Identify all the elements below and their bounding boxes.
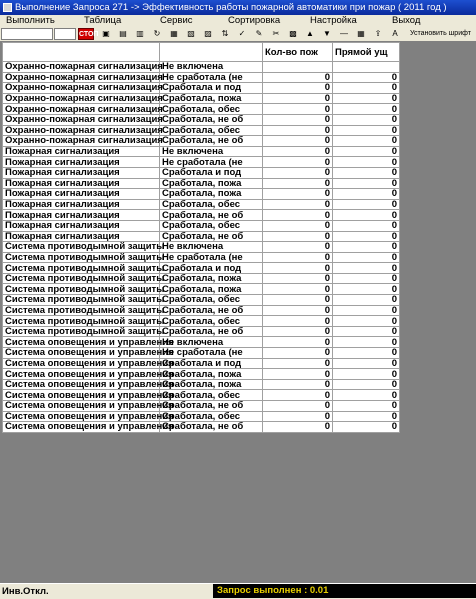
cell-direct-damage[interactable]: 0 — [333, 210, 400, 221]
table-row[interactable] — [3, 252, 400, 263]
cell-category[interactable]: Пожарная сигнализация — [3, 157, 160, 168]
status-message: Запрос выполнен : 0.01 — [213, 584, 476, 598]
cell-status[interactable]: Сработала и под — [160, 358, 263, 369]
cell-direct-damage[interactable]: 0 — [333, 379, 400, 390]
sort-icon[interactable]: ⇅ — [221, 29, 229, 38]
cell-fire-count[interactable]: 0 — [263, 178, 333, 189]
cell-status[interactable]: Не сработала (не — [160, 252, 263, 263]
cell-status[interactable]: Сработала, пожа — [160, 178, 263, 189]
cell-status[interactable]: Сработала, обес — [160, 390, 263, 401]
cell-fire-count[interactable]: 0 — [263, 136, 333, 147]
header-status[interactable] — [160, 43, 263, 62]
cell-fire-count[interactable]: 0 — [263, 337, 333, 348]
install-font-button[interactable]: Установить шрифт — [410, 30, 471, 37]
table-row[interactable] — [3, 242, 400, 253]
cell-category[interactable]: Охранно-пожарная сигнализация — [3, 104, 160, 115]
cell-category[interactable]: Система оповещения и управления — [3, 369, 160, 380]
export-icon[interactable]: ⇪ — [374, 29, 382, 38]
cell-status[interactable]: Не включена — [160, 62, 263, 73]
toolbar-input[interactable] — [1, 28, 53, 40]
table-row[interactable] — [3, 390, 400, 401]
cell-direct-damage[interactable]: 0 — [333, 72, 400, 83]
cell-direct-damage[interactable]: 0 — [333, 411, 400, 422]
cell-direct-damage[interactable]: 0 — [333, 401, 400, 412]
cell-category[interactable]: Пожарная сигнализация — [3, 189, 160, 200]
menu-sort[interactable]: Сортировка — [228, 15, 281, 26]
cell-category[interactable]: Пожарная сигнализация — [3, 210, 160, 221]
cell-status[interactable]: Сработала, обес — [160, 220, 263, 231]
header-fire-count[interactable]: Кол-во пож — [263, 43, 333, 62]
cell-status[interactable]: Сработала, пожа — [160, 189, 263, 200]
cell-direct-damage[interactable]: 0 — [333, 231, 400, 242]
table-row[interactable] — [3, 199, 400, 210]
menu-bar — [0, 15, 476, 27]
cell-status[interactable]: Сработала, не об — [160, 114, 263, 125]
cell-fire-count[interactable]: 0 — [263, 242, 333, 253]
cell-fire-count[interactable]: 0 — [263, 104, 333, 115]
cell-category[interactable]: Охранно-пожарная сигнализация — [3, 62, 160, 73]
cell-status[interactable]: Сработала, не об — [160, 326, 263, 337]
cell-fire-count[interactable]: 0 — [263, 114, 333, 125]
table-row[interactable] — [3, 136, 400, 147]
columns-icon[interactable]: ▧ — [187, 29, 195, 38]
table-row[interactable] — [3, 146, 400, 157]
cell-fire-count[interactable]: 0 — [263, 189, 333, 200]
edit-icon[interactable]: ✎ — [255, 29, 263, 38]
cell-status[interactable]: Сработала, пожа — [160, 369, 263, 380]
table-row[interactable] — [3, 326, 400, 337]
table-row[interactable] — [3, 125, 400, 136]
cell-fire-count[interactable]: 0 — [263, 390, 333, 401]
cell-fire-count[interactable]: 0 — [263, 305, 333, 316]
cell-direct-damage[interactable]: 0 — [333, 326, 400, 337]
table-row[interactable] — [3, 157, 400, 168]
cell-status[interactable]: Сработала, обес — [160, 125, 263, 136]
cell-fire-count[interactable]: 0 — [263, 263, 333, 274]
table-row[interactable] — [3, 379, 400, 390]
status-bar — [0, 583, 476, 597]
cell-direct-damage[interactable]: 0 — [333, 146, 400, 157]
cell-fire-count[interactable]: 0 — [263, 369, 333, 380]
table-row[interactable] — [3, 263, 400, 274]
cell-fire-count[interactable]: 0 — [263, 83, 333, 94]
cell-fire-count[interactable]: 0 — [263, 379, 333, 390]
down-icon[interactable]: ▼ — [323, 29, 331, 38]
table-row[interactable] — [3, 62, 400, 73]
cell-direct-damage[interactable]: 0 — [333, 199, 400, 210]
menu-run[interactable]: Выполнить — [6, 15, 55, 26]
cell-fire-count[interactable]: 0 — [263, 157, 333, 168]
table-row[interactable] — [3, 83, 400, 94]
cell-fire-count[interactable]: 0 — [263, 93, 333, 104]
cell-fire-count[interactable]: 0 — [263, 252, 333, 263]
toolbar — [0, 27, 476, 41]
cell-category[interactable]: Система оповещения и управления — [3, 337, 160, 348]
cell-direct-damage[interactable]: 0 — [333, 252, 400, 263]
cell-direct-damage[interactable]: 0 — [333, 114, 400, 125]
cell-direct-damage[interactable]: 0 — [333, 316, 400, 327]
grid-icon[interactable]: ▦ — [170, 29, 178, 38]
cell-fire-count[interactable]: 0 — [263, 295, 333, 306]
menu-exit[interactable]: Выход — [392, 15, 421, 26]
cell-fire-count[interactable]: 0 — [263, 316, 333, 327]
cell-category[interactable]: Система оповещения и управления — [3, 411, 160, 422]
results-area — [0, 41, 476, 583]
table-row[interactable] — [3, 189, 400, 200]
stop-button[interactable]: СТОП — [78, 28, 94, 40]
cell-status[interactable]: Сработала и под — [160, 83, 263, 94]
refresh-icon[interactable]: ↻ — [153, 29, 161, 38]
table-row[interactable] — [3, 220, 400, 231]
table-row[interactable] — [3, 369, 400, 380]
cell-fire-count[interactable]: 0 — [263, 422, 333, 433]
cell-direct-damage[interactable]: 0 — [333, 83, 400, 94]
cell-status[interactable]: Сработала, пожа — [160, 284, 263, 295]
cell-fire-count[interactable]: 0 — [263, 411, 333, 422]
cell-fire-count[interactable]: 0 — [263, 326, 333, 337]
cell-direct-damage[interactable]: 0 — [333, 358, 400, 369]
app-icon — [3, 3, 12, 12]
print-icon[interactable]: ▥ — [136, 29, 144, 38]
table-row[interactable] — [3, 348, 400, 359]
cell-direct-damage[interactable]: 0 — [333, 348, 400, 359]
table-row[interactable] — [3, 411, 400, 422]
table-row[interactable] — [3, 167, 400, 178]
open-icon[interactable]: ▣ — [102, 29, 110, 38]
cell-category[interactable]: Система оповещения и управления — [3, 358, 160, 369]
cell-direct-damage[interactable]: 0 — [333, 104, 400, 115]
table-row[interactable] — [3, 422, 400, 433]
title-bar — [0, 0, 476, 15]
cell-status[interactable]: Сработала, не об — [160, 210, 263, 221]
status-left: Инв.Откл. — [2, 586, 49, 597]
cell-status[interactable]: Сработала, пожа — [160, 93, 263, 104]
line-icon[interactable]: — — [340, 29, 348, 38]
cell-status[interactable]: Сработала, пожа — [160, 379, 263, 390]
font-icon[interactable]: A — [392, 29, 398, 38]
cell-category[interactable]: Пожарная сигнализация — [3, 220, 160, 231]
cell-direct-damage[interactable]: 0 — [333, 167, 400, 178]
cell-category[interactable]: Система противодымной защиты — [3, 284, 160, 295]
filter-icon[interactable]: ✓ — [238, 29, 246, 38]
cell-fire-count[interactable]: 0 — [263, 125, 333, 136]
cell-status[interactable]: Сработала и под — [160, 263, 263, 274]
cell-category[interactable]: Система противодымной защиты — [3, 252, 160, 263]
cell-fire-count[interactable]: 0 — [263, 220, 333, 231]
cell-status[interactable]: Сработала, обес — [160, 104, 263, 115]
menu-settings[interactable]: Настройка — [310, 15, 357, 26]
cell-direct-damage[interactable]: 0 — [333, 390, 400, 401]
cell-status[interactable]: Не сработала (не — [160, 157, 263, 168]
results-table — [2, 42, 400, 433]
cell-category[interactable]: Охранно-пожарная сигнализация — [3, 83, 160, 94]
cell-direct-damage[interactable]: 0 — [333, 157, 400, 168]
cell-fire-count[interactable]: 0 — [263, 231, 333, 242]
cell-category[interactable]: Система противодымной защиты — [3, 316, 160, 327]
table-row[interactable] — [3, 284, 400, 295]
cell-status[interactable]: Не включена — [160, 337, 263, 348]
cell-direct-damage[interactable] — [333, 62, 400, 73]
cell-category[interactable]: Система оповещения и управления — [3, 401, 160, 412]
cell-direct-damage[interactable]: 0 — [333, 284, 400, 295]
cell-status[interactable]: Сработала, не об — [160, 136, 263, 147]
cell-status[interactable]: Не включена — [160, 242, 263, 253]
table-row[interactable] — [3, 401, 400, 412]
cell-status[interactable]: Сработала, обес — [160, 411, 263, 422]
table-icon[interactable]: ▦ — [357, 29, 365, 38]
cell-status[interactable]: Не включена — [160, 146, 263, 157]
cut-icon[interactable]: ✂ — [272, 29, 280, 38]
cell-status[interactable]: Сработала, не об — [160, 305, 263, 316]
cell-fire-count[interactable]: 0 — [263, 273, 333, 284]
cell-category[interactable]: Система оповещения и управления — [3, 379, 160, 390]
menu-table[interactable]: Таблица — [84, 15, 122, 26]
table-row[interactable] — [3, 178, 400, 189]
cell-fire-count[interactable]: 0 — [263, 167, 333, 178]
cell-fire-count[interactable]: 0 — [263, 210, 333, 221]
cell-category[interactable]: Охранно-пожарная сигнализация — [3, 136, 160, 147]
table-row[interactable] — [3, 337, 400, 348]
table-row[interactable] — [3, 305, 400, 316]
cell-fire-count[interactable]: 0 — [263, 146, 333, 157]
cell-direct-damage[interactable]: 0 — [333, 136, 400, 147]
format-icon[interactable]: ▩ — [289, 29, 297, 38]
cell-direct-damage[interactable]: 0 — [333, 178, 400, 189]
header-category[interactable] — [3, 43, 160, 62]
cell-direct-damage[interactable]: 0 — [333, 263, 400, 274]
table-row[interactable] — [3, 358, 400, 369]
table-row[interactable] — [3, 104, 400, 115]
cell-category[interactable]: Пожарная сигнализация — [3, 167, 160, 178]
table-row[interactable] — [3, 295, 400, 306]
cell-fire-count[interactable]: 0 — [263, 401, 333, 412]
cell-direct-damage[interactable]: 0 — [333, 337, 400, 348]
table-row[interactable] — [3, 273, 400, 284]
cell-category[interactable]: Пожарная сигнализация — [3, 199, 160, 210]
cell-direct-damage[interactable]: 0 — [333, 369, 400, 380]
cell-category[interactable]: Система противодымной защиты — [3, 242, 160, 253]
cell-status[interactable]: Сработала, обес — [160, 316, 263, 327]
cell-fire-count[interactable]: 0 — [263, 72, 333, 83]
cell-fire-count[interactable]: 0 — [263, 284, 333, 295]
cell-category[interactable]: Система оповещения и управления — [3, 422, 160, 433]
cell-status[interactable]: Сработала, не об — [160, 422, 263, 433]
cell-status[interactable]: Не сработала (не — [160, 72, 263, 83]
cell-category[interactable]: Система противодымной защиты — [3, 263, 160, 274]
cell-category[interactable]: Пожарная сигнализация — [3, 178, 160, 189]
cell-category[interactable]: Система противодымной защиты — [3, 295, 160, 306]
cell-direct-damage[interactable]: 0 — [333, 125, 400, 136]
cell-direct-damage[interactable]: 0 — [333, 295, 400, 306]
cell-category[interactable]: Пожарная сигнализация — [3, 231, 160, 242]
window-title: Выполнение Запроса 271 -> Эффективность работы пожарной автоматики при пожар ( 2011 год ) — [15, 2, 447, 13]
cell-status[interactable]: Сработала и под — [160, 167, 263, 178]
cell-category[interactable]: Охранно-пожарная сигнализация — [3, 114, 160, 125]
save-icon[interactable]: ▤ — [119, 29, 127, 38]
cell-fire-count[interactable]: 0 — [263, 348, 333, 359]
table-row[interactable] — [3, 231, 400, 242]
cell-fire-count[interactable] — [263, 62, 333, 73]
cell-category[interactable]: Система противодымной защиты — [3, 273, 160, 284]
cell-direct-damage[interactable]: 0 — [333, 189, 400, 200]
cell-direct-damage[interactable]: 0 — [333, 242, 400, 253]
table-row[interactable] — [3, 210, 400, 221]
table-row[interactable] — [3, 93, 400, 104]
toolbar-combo[interactable] — [54, 28, 76, 40]
table-row[interactable] — [3, 114, 400, 125]
cell-direct-damage[interactable]: 0 — [333, 422, 400, 433]
cell-category[interactable]: Система противодымной защиты — [3, 326, 160, 337]
cell-direct-damage[interactable]: 0 — [333, 220, 400, 231]
cell-category[interactable]: Охранно-пожарная сигнализация — [3, 72, 160, 83]
cell-category[interactable]: Система оповещения и управления — [3, 348, 160, 359]
cell-status[interactable]: Сработала, не об — [160, 401, 263, 412]
cell-category[interactable]: Система противодымной защиты — [3, 305, 160, 316]
cell-status[interactable]: Сработала, обес — [160, 199, 263, 210]
cell-status[interactable]: Сработала, обес — [160, 295, 263, 306]
cell-direct-damage[interactable]: 0 — [333, 93, 400, 104]
cell-status[interactable]: Сработала, пожа — [160, 273, 263, 284]
menu-service[interactable]: Сервис — [160, 15, 193, 26]
cell-status[interactable]: Сработала, не об — [160, 231, 263, 242]
cell-status[interactable]: Не сработала (не — [160, 348, 263, 359]
cell-category[interactable]: Охранно-пожарная сигнализация — [3, 125, 160, 136]
table-row[interactable] — [3, 316, 400, 327]
up-icon[interactable]: ▲ — [306, 29, 314, 38]
chart-icon[interactable]: ▨ — [204, 29, 212, 38]
cell-category[interactable]: Пожарная сигнализация — [3, 146, 160, 157]
cell-direct-damage[interactable]: 0 — [333, 273, 400, 284]
cell-category[interactable]: Система оповещения и управления — [3, 390, 160, 401]
header-direct-damage[interactable]: Прямой ущ — [333, 43, 400, 62]
cell-fire-count[interactable]: 0 — [263, 199, 333, 210]
cell-category[interactable]: Охранно-пожарная сигнализация — [3, 93, 160, 104]
table-row[interactable] — [3, 72, 400, 83]
cell-direct-damage[interactable]: 0 — [333, 305, 400, 316]
cell-fire-count[interactable]: 0 — [263, 358, 333, 369]
